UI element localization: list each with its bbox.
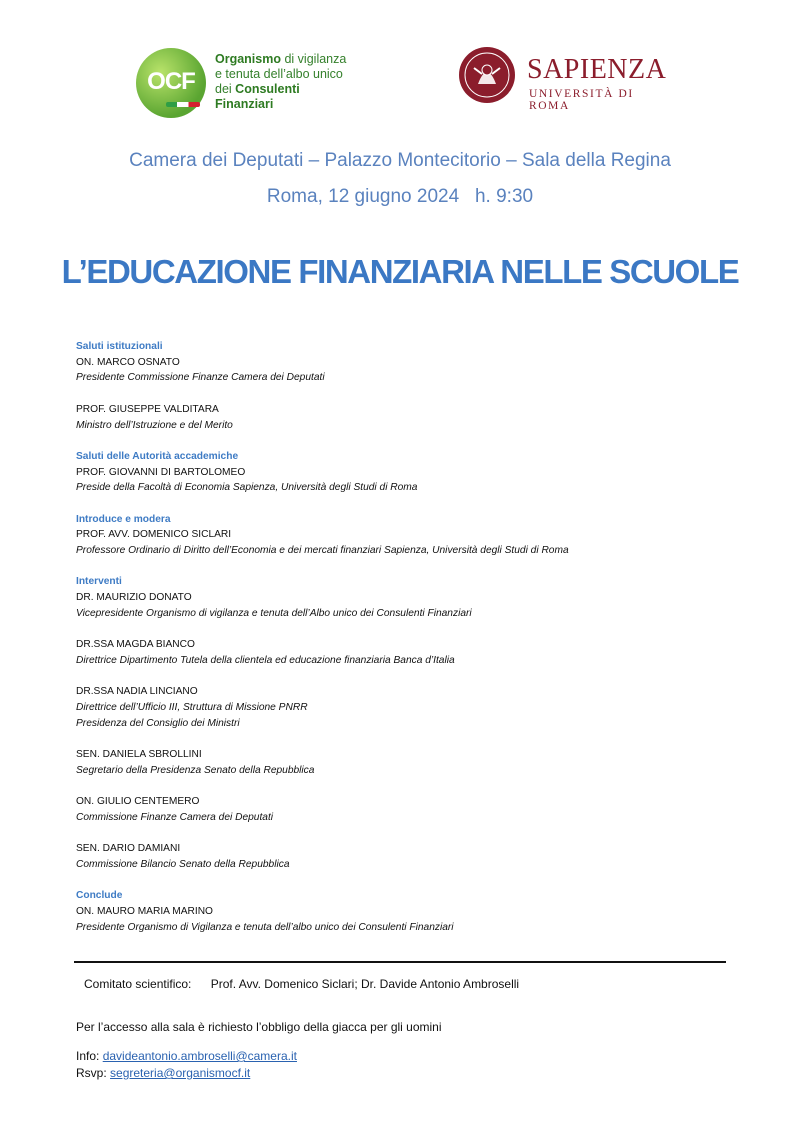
committee-label: Comitato scientifico: xyxy=(84,977,192,991)
speaker-role: Commissione Finanze Camera dei Deputati xyxy=(76,811,274,823)
access-note: Per l’accesso alla sala è richiesto l’obbligo della giacca per gli uomini xyxy=(76,1020,442,1034)
ocf-line1-rest: di vigilanza xyxy=(284,52,347,66)
divider xyxy=(74,961,726,963)
event-date: Roma, 12 giugno 2024 h. 9:30 xyxy=(266,186,534,207)
speaker-role: Direttrice dell’Ufficio III, Struttura di Missione PNRR xyxy=(76,702,308,714)
event-venue: Camera dei Deputati – Palazzo Montecitorio – Sala della Regina xyxy=(129,150,671,171)
speaker-name: PROF. GIOVANNI DI BARTOLOMEO xyxy=(76,466,246,478)
spacer xyxy=(76,873,736,889)
sapienza-seal-icon xyxy=(458,46,516,104)
speaker-name: PROF. AVV. DOMENICO SICLARI xyxy=(76,529,232,541)
ocf-abbreviation: OCF xyxy=(147,68,195,95)
contacts xyxy=(76,1048,297,1082)
ocf-logo-text xyxy=(215,52,356,112)
speaker-role: Commissione Bilancio Senato della Repubblica xyxy=(76,859,290,871)
spacer xyxy=(76,731,736,747)
spacer xyxy=(76,433,736,449)
committee-members: Prof. Avv. Domenico Siclari; Dr. Davide Antonio Ambroselli xyxy=(210,977,520,991)
section-heading: Interventi xyxy=(76,576,122,588)
ocf-emblem xyxy=(136,48,206,118)
rsvp-label: Rsvp: xyxy=(76,1066,107,1080)
speaker-name: SEN. DANIELA SBROLLINI xyxy=(76,749,202,761)
sapienza-logo xyxy=(458,46,678,110)
ocf-line1-bold: Organismo xyxy=(215,52,281,66)
ocf-line2: e tenuta dell’albo unico xyxy=(215,67,343,81)
speaker-role: Professore Ordinario di Diritto dell’Economia e dei mercati finanziari Sapienza, Università degli Studi di Roma xyxy=(76,545,569,557)
sapienza-name: SAPIENZA xyxy=(527,54,667,85)
info-email-link[interactable]: davideantonio.ambroselli@camera.it xyxy=(102,1049,297,1063)
spacer xyxy=(76,826,736,842)
speaker-name: ON. GIULIO CENTEMERO xyxy=(76,796,200,808)
info-label: Info: xyxy=(76,1049,100,1063)
spacer xyxy=(76,496,736,512)
speaker-name: DR. MAURIZIO DONATO xyxy=(76,592,192,604)
speaker-name: PROF. GIUSEPPE VALDITARA xyxy=(76,403,219,415)
spacer xyxy=(76,559,736,575)
speaker-name: ON. MARCO OSNATO xyxy=(76,356,180,368)
speaker-name: ON. MAURO MARIA MARINO xyxy=(76,906,213,918)
ocf-line3-prefix: dei xyxy=(215,82,232,96)
program-list xyxy=(76,339,736,936)
section-heading: Saluti delle Autorità accademiche xyxy=(76,450,239,462)
speaker-role: Vicepresidente Organismo di vigilanza e tenuta dell’Albo unico dei Consulenti Finanziari xyxy=(76,607,472,619)
speaker-role: Presidenza del Consiglio dei Ministri xyxy=(76,717,240,729)
speaker-role: Preside della Facoltà di Economia Sapienza, Università degli Studi di Roma xyxy=(76,482,418,494)
scientific-committee xyxy=(84,977,519,991)
spacer xyxy=(76,779,736,795)
sapienza-subtitle: UNIVERSITÀ DI ROMA xyxy=(529,88,634,112)
speaker-name: DR.SSA NADIA LINCIANO xyxy=(76,686,198,698)
rsvp-email-link[interactable]: segreteria@organismocf.it xyxy=(110,1066,251,1080)
section-heading: Introduce e modera xyxy=(76,513,171,525)
spacer xyxy=(76,386,736,402)
event-title: L’EDUCAZIONE FINANZIARIA NELLE SCUOLE xyxy=(61,253,739,290)
speaker-role: Presidente Commissione Finanze Camera dei Deputati xyxy=(76,372,325,384)
spacer xyxy=(76,669,736,685)
section-heading: Conclude xyxy=(76,890,123,902)
speaker-role: Presidente Organismo di Vigilanza e tenuta dell’albo unico dei Consulenti Finanziari xyxy=(76,921,454,933)
spacer xyxy=(76,622,736,638)
ocf-line3-bold: Consulenti Finanziari xyxy=(215,82,300,111)
speaker-name: SEN. DARIO DAMIANI xyxy=(76,843,181,855)
section-heading: Saluti istituzionali xyxy=(76,341,163,352)
speaker-name: DR.SSA MAGDA BIANCO xyxy=(76,639,195,651)
ocf-logo xyxy=(136,46,356,120)
speaker-role: Direttrice Dipartimento Tutela della clientela ed educazione finanziaria Banca d’Italia xyxy=(76,654,455,666)
italian-flag-icon xyxy=(166,102,200,107)
speaker-role: Segretario della Presidenza Senato della Repubblica xyxy=(76,764,315,776)
speaker-role: Ministro dell’Istruzione e del Merito xyxy=(76,419,233,431)
